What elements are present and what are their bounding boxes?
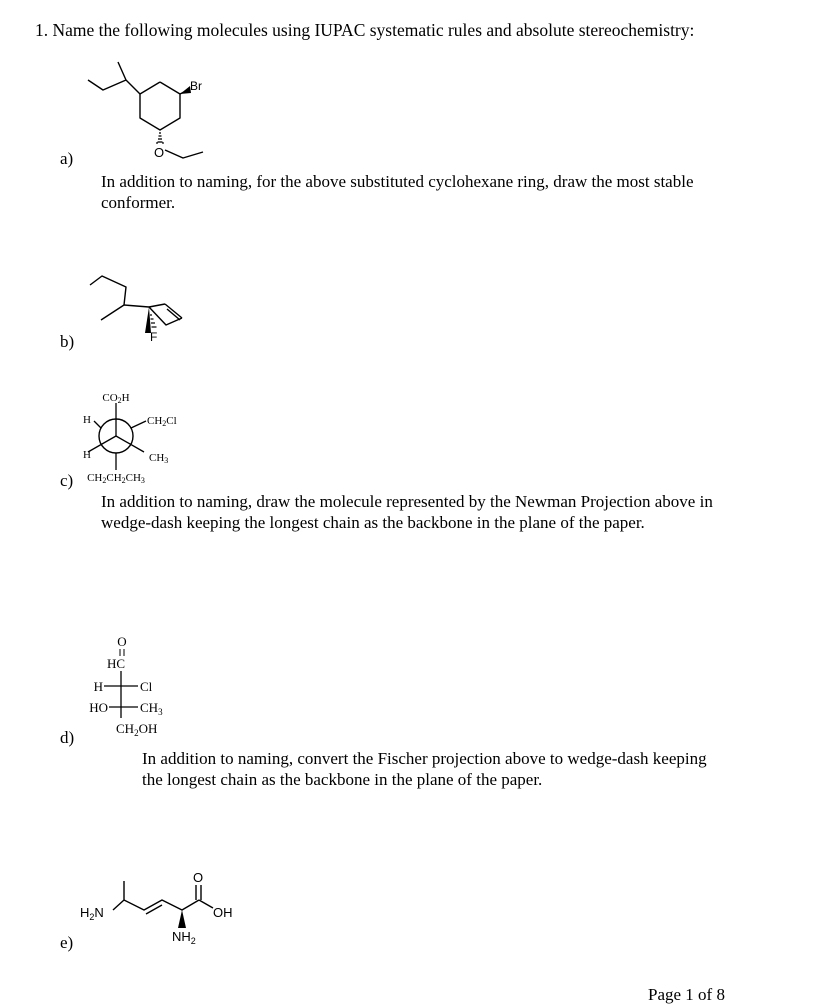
- atom-f: F: [150, 330, 158, 344]
- newman-lower-left: H: [83, 449, 91, 461]
- fischer-row1-left: H: [93, 679, 103, 694]
- fischer-top: HC: [106, 656, 126, 671]
- page-footer: Page 1 of 8: [648, 985, 725, 1004]
- part-c-instruction: In addition to naming, draw the molecule represented by the Newman Projection above in wedge-dash keeping the longest chain as the backbone in the plane of the paper.: [101, 492, 713, 532]
- part-d-label: d): [60, 728, 75, 747]
- newman-lower-right: CH3: [149, 452, 169, 465]
- fischer-bottom: $CH_2OH$: [116, 721, 158, 738]
- fischer-carbonyl-o: O: [117, 634, 127, 649]
- atom-oh: OH: [213, 905, 233, 920]
- newman-top: CO2H: [102, 392, 130, 405]
- part-a-instruction: In addition to naming, for the above substituted cyclohexane ring, draw the most stable conformer.: [101, 172, 694, 212]
- part-e-label: e): [60, 933, 74, 952]
- wedge-bond: [178, 910, 186, 928]
- atom-br: Br: [190, 79, 202, 93]
- newman-bottom: CH2CH2CH3: [87, 472, 145, 485]
- atom-nh2: $NH_2$: [172, 929, 196, 946]
- part-d-instruction: In addition to naming, convert the Fischer projection above to wedge-dash keeping the longest chain as the backbone in the plane of the paper.: [142, 749, 707, 789]
- part-a-label: a): [60, 149, 74, 168]
- fischer-row1-right: Cl: [140, 679, 153, 694]
- newman-upper-left: H: [83, 414, 91, 426]
- question-text: 1. Name the following molecules using IUPAC systematic rules and absolute stereochemistry:: [35, 20, 695, 40]
- atom-h2n: $H_2N$: [80, 905, 104, 922]
- atom-carbonyl-o: O: [192, 870, 204, 885]
- newman-upper-right: CH2Cl: [147, 415, 177, 428]
- part-b-label: b): [60, 332, 75, 351]
- fischer-row2-right: $CH_3$: [140, 700, 163, 717]
- atom-o: O: [154, 145, 165, 160]
- part-c-label: c): [60, 471, 74, 490]
- fischer-row2-left: HO: [89, 700, 108, 715]
